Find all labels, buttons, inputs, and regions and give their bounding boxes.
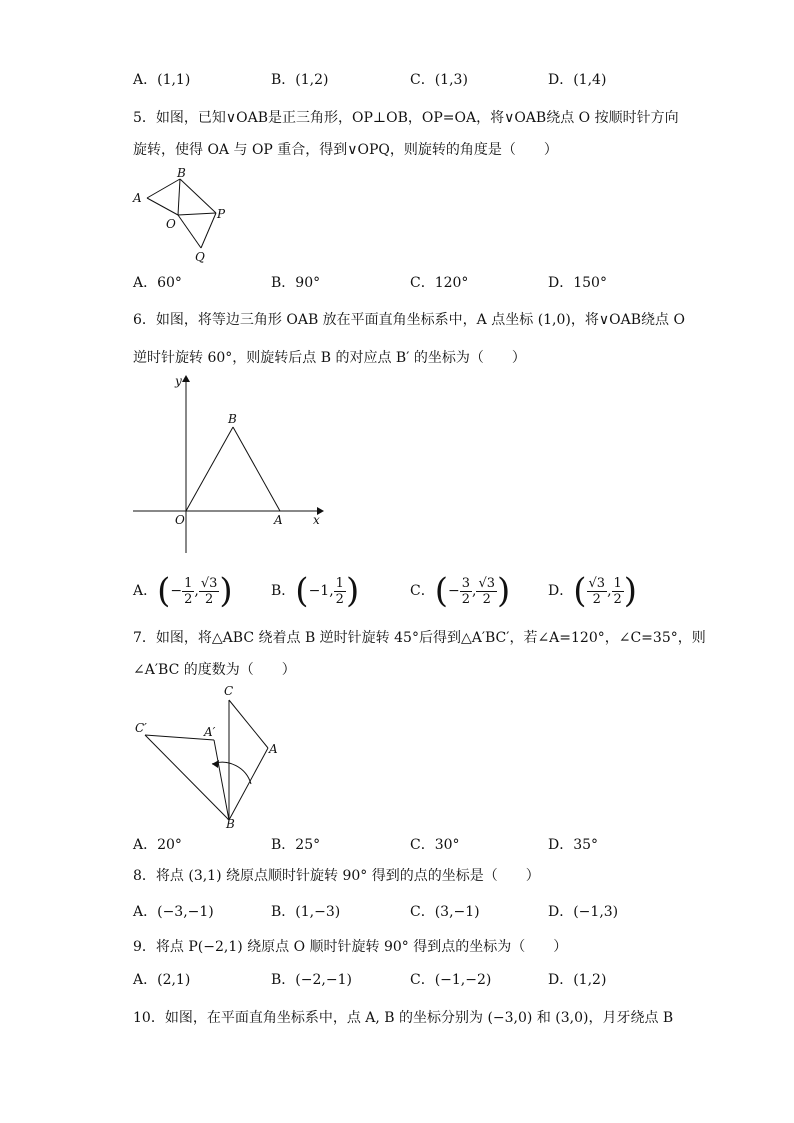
q5-options — [0, 271, 794, 295]
q6-a-frac1 — [182, 576, 194, 607]
q4-options — [0, 68, 794, 92]
q6-option-c[interactable]: C．(− $\frac{3}{2}$ , $\frac{√3}{2}$ ) — [410, 571, 511, 611]
q8-option-b[interactable]: B．(1,−3) — [271, 904, 341, 920]
q6-label-b: B — [228, 412, 237, 426]
q6-a-d1: 2 — [184, 591, 193, 607]
q4-option-c[interactable]: C．(1,3) — [410, 72, 468, 88]
q7-label-a: A — [269, 742, 278, 756]
q6-c-frac1 — [460, 576, 472, 607]
q8-stem: 8．将点 (3,1) 绕原点顺时针旋转 90° 得到的点的坐标是（ ） — [133, 868, 540, 884]
q6-c-d2: 2 — [482, 591, 491, 607]
q4-option-b[interactable]: B．(1,2) — [271, 72, 329, 88]
q6-b-d: 2 — [335, 591, 344, 607]
q4-option-d[interactable]: D．(1,4) — [548, 72, 607, 88]
q6-label-o: O — [175, 513, 185, 527]
q5-stem-line2: 旋转，使得 OA 与 OP 重合，得到∨OPQ，则旋转的角度是（ ） — [133, 142, 558, 158]
q5-option-b[interactable]: B．90° — [271, 275, 321, 291]
q6-a-d2: 2 — [205, 591, 214, 607]
q6-d-frac1 — [587, 576, 608, 607]
q6-option-b-letter: B． — [271, 583, 296, 599]
q6-label-a: A — [274, 513, 283, 527]
q6-label-y: y — [175, 374, 182, 388]
q8-option-c[interactable]: C．(3,−1) — [410, 904, 480, 920]
q6-a-frac2 — [199, 576, 220, 607]
q7-label-c: C — [224, 684, 234, 698]
q6-c-frac2 — [476, 576, 497, 607]
q6-c-neg: − — [447, 583, 460, 599]
q7-label-b: B — [226, 817, 235, 830]
q5-figure — [125, 165, 235, 265]
q9-option-c[interactable]: C．(−1,−2) — [410, 972, 492, 988]
q6-options — [0, 568, 794, 614]
q6-a-neg: − — [170, 583, 183, 599]
q7-stem-line1: 7．如图，将△ABC 绕着点 B 逆时针旋转 45°后得到△A′BC′，若∠A=120°，∠C=35°，则 — [133, 630, 706, 646]
q5-option-d[interactable]: D．150° — [548, 275, 607, 291]
q7-option-d[interactable]: D．35° — [548, 837, 599, 853]
q9-option-a[interactable]: A．(2,1) — [133, 972, 191, 988]
q7-option-a[interactable]: A．20° — [133, 837, 182, 853]
q6-option-d-letter: D． — [548, 583, 574, 599]
q9-option-d[interactable]: D．(1,2) — [548, 972, 607, 988]
q6-stem-line1: 6．如图，将等边三角形 OAB 放在平面直角坐标系中，A 点坐标 (1,0)，将∨OAB绕点 O — [133, 312, 685, 328]
q7-option-c[interactable]: C．30° — [410, 837, 460, 853]
q9-options — [0, 968, 794, 992]
q6-b-frac — [334, 576, 346, 607]
q5-label-q: Q — [195, 250, 205, 264]
q6-option-a-letter: A． — [133, 583, 158, 599]
q8-options — [0, 900, 794, 924]
q6-c-n1: 3 — [461, 575, 470, 591]
q9-stem: 9．将点 P(−2,1) 绕原点 O 顺时针旋转 90° 得到点的坐标为（ ） — [133, 939, 568, 955]
q7-label-c-prime: C′ — [135, 721, 147, 735]
q5-label-o: O — [166, 217, 176, 231]
q10-stem: 10．如图，在平面直角坐标系中，点 A, B 的坐标分别为 (−3,0) 和 (3,0)，月牙绕点 B — [133, 1010, 674, 1026]
q7-figure — [130, 680, 290, 830]
q6-c-d1: 2 — [461, 591, 470, 607]
q6-d-d1: 2 — [592, 591, 601, 607]
q7-option-b[interactable]: B．25° — [271, 837, 321, 853]
q4-option-a[interactable]: A．(1,1) — [133, 72, 191, 88]
q9-option-b[interactable]: B．(−2,−1) — [271, 972, 352, 988]
q5-label-p: P — [217, 207, 226, 221]
q7-options — [0, 833, 794, 857]
q6-option-a[interactable]: A．(− $\frac{1}{2}$ , $\frac{√3}{2}$ ) — [133, 571, 233, 611]
q8-option-a[interactable]: A．(−3,−1) — [133, 904, 214, 920]
q8-option-d[interactable]: D．(−1,3) — [548, 904, 619, 920]
q6-option-b[interactable]: B．(−1, $\frac{1}{2}$ ) — [271, 571, 360, 611]
q6-d-d2: 2 — [613, 591, 622, 607]
q6-d-n2: 1 — [613, 575, 622, 591]
q6-d-frac2 — [612, 576, 624, 607]
q5-option-a[interactable]: A．60° — [133, 275, 182, 291]
q6-a-n2: √3 — [200, 575, 218, 591]
q6-option-c-letter: C． — [410, 583, 435, 599]
q6-c-n2: √3 — [478, 575, 496, 591]
q5-label-b: B — [177, 166, 186, 180]
q5-stem-line1: 5．如图，已知∨OAB是正三角形，OP⊥OB，OP=OA，将∨OAB绕点 O 按顺时针方向 — [133, 110, 679, 126]
q6-b-lead: −1, — [308, 583, 334, 599]
q5-option-c[interactable]: C．120° — [410, 275, 469, 291]
q6-b-n: 1 — [335, 575, 344, 591]
q7-stem-line2: ∠A′BC 的度数为（ ） — [133, 662, 296, 678]
q6-stem-line2: 逆时针旋转 60°，则旋转后点 B 的对应点 B′ 的坐标为（ ） — [133, 350, 526, 366]
q6-d-n1: √3 — [588, 575, 606, 591]
q5-label-a: A — [133, 191, 142, 205]
q6-label-x: x — [313, 513, 320, 527]
q6-a-n1: 1 — [184, 575, 193, 591]
q6-option-d[interactable]: D．( $\frac{√3}{2}$ , $\frac{1}{2}$ ) — [548, 571, 638, 611]
q7-label-a-prime: A′ — [204, 725, 216, 739]
q6-figure — [125, 368, 335, 558]
